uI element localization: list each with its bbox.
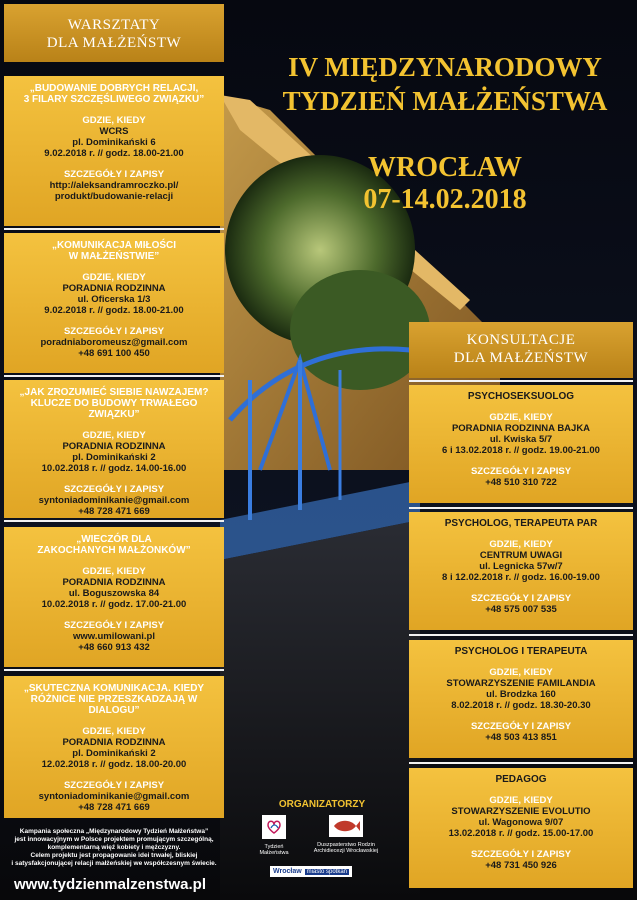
workshop-contact[interactable]: http://aleksandramroczko.pl/ <box>49 180 179 191</box>
workshop-place: WCRS <box>99 126 129 137</box>
consultation-address: ul. Brodzka 160 <box>486 689 556 700</box>
divider <box>409 507 633 509</box>
consultation-address: ul. Legnicka 57w/7 <box>479 561 563 572</box>
workshop-when: 12.02.2018 r. // godz. 18.00-20.00 <box>41 759 187 770</box>
consultations-heading <box>409 322 633 378</box>
workshop-title-line1: „BUDOWANIE DOBRYCH RELACJI, <box>29 83 199 94</box>
workshop-contact[interactable]: syntoniadominikanie@gmail.com <box>38 495 190 506</box>
workshop-contact[interactable]: www.umilowani.pl <box>73 631 155 642</box>
consultation-place: STOWARZYSZENIE FAMILANDIA <box>446 678 596 689</box>
divider <box>4 228 224 230</box>
campaign-line: i satysfakcjonującej relacji małżeńskiej we współczesnym świecie. <box>11 860 217 867</box>
workshop-contact[interactable]: produkt/budowanie-relacji <box>54 191 174 202</box>
consultation-when: 6 i 13.02.2018 r. // godz. 19.00-21.00 <box>442 445 600 456</box>
workshop-address: ul. Oficerska 1/3 <box>77 294 151 305</box>
organizer-tydzien-name: Tydzień Małżeństwa <box>259 844 289 856</box>
event-title-line1: IV MIĘDZYNARODOWY <box>288 52 602 82</box>
organizer-duszpasterstwo-name2: Archidiecezji Wrocławskiej <box>313 848 379 854</box>
workshop-card <box>4 76 224 226</box>
workshop-title-line2: KLUCZE DO BUDOWY TRWAŁEGO ZWIĄZKU” <box>30 398 198 420</box>
workshop-address: ul. Boguszowska 84 <box>68 588 160 599</box>
workshop-title-line1: „KOMUNIKACJA MIŁOŚCI <box>51 240 177 251</box>
website-link[interactable]: www.tydzienmalzenstwa.pl <box>14 876 206 893</box>
where-label: GDZIE, KIEDY <box>489 539 553 550</box>
workshop-address: pl. Dominikański 6 <box>72 137 156 148</box>
workshop-contact[interactable]: +48 691 100 450 <box>78 348 150 359</box>
workshop-card <box>4 527 224 667</box>
workshops-heading <box>4 4 224 62</box>
consultations-heading-line2: DLA MAŁŻEŃSTW <box>453 350 589 366</box>
info-label: SZCZEGÓŁY I ZAPISY <box>63 484 165 495</box>
wroclaw-slogan: miasto spotkań <box>306 868 348 875</box>
consultation-phone[interactable]: +48 503 413 851 <box>485 732 557 743</box>
where-label: GDZIE, KIEDY <box>82 726 146 737</box>
info-label: SZCZEGÓŁY I ZAPISY <box>63 326 165 337</box>
workshop-contact[interactable]: poradniaboromeusz@gmail.com <box>40 337 188 348</box>
info-label: SZCZEGÓŁY I ZAPISY <box>470 593 572 604</box>
workshop-when: 9.02.2018 r. // godz. 18.00-21.00 <box>44 305 184 316</box>
event-dates: 07-14.02.2018 <box>363 184 527 215</box>
workshop-place: PORADNIA RODZINNA <box>62 577 166 588</box>
organizer-wroclaw-logo <box>270 866 352 877</box>
consultation-place: STOWARZYSZENIE EVOLUTIO <box>451 806 591 817</box>
workshop-title-line1: „SKUTECZNA KOMUNIKACJA. KIEDY <box>23 683 205 694</box>
consultation-place: CENTRUM UWAGI <box>479 550 563 561</box>
workshop-title-line1: „WIECZÓR DLA <box>76 534 152 545</box>
consultation-phone[interactable]: +48 731 450 926 <box>485 860 557 871</box>
divider <box>409 762 633 764</box>
workshop-place: PORADNIA RODZINNA <box>62 283 166 294</box>
workshop-title-line2: RÓŻNICE NIE PRZESZKADZAJĄ W DIALOGU” <box>30 694 198 716</box>
info-label: SZCZEGÓŁY I ZAPISY <box>63 780 165 791</box>
workshop-title-line1: „JAK ZROZUMIEĆ SIEBIE NAWZAJEM? <box>19 387 209 398</box>
consultation-type: PEDAGOG <box>495 774 547 785</box>
workshop-title-line2: 3 FILARY SZCZĘŚLIWEGO ZWIĄZKU” <box>23 94 205 105</box>
where-label: GDZIE, KIEDY <box>489 795 553 806</box>
workshop-contact[interactable]: +48 728 471 669 <box>78 506 150 517</box>
workshop-address: pl. Dominikański 2 <box>72 452 156 463</box>
consultation-card <box>409 768 633 888</box>
campaign-line: Kampania społeczna „Międzynarodowy Tydzień Małżeństwa” <box>19 828 209 835</box>
where-label: GDZIE, KIEDY <box>82 430 146 441</box>
consultation-address: ul. Kwiska 5/7 <box>489 434 553 445</box>
event-city: WROCŁAW <box>367 152 522 183</box>
consultation-card <box>409 640 633 758</box>
workshop-title-line2: W MAŁŻEŃSTWIE” <box>68 251 160 262</box>
workshop-when: 9.02.2018 r. // godz. 18.00-21.00 <box>44 148 184 159</box>
campaign-note <box>4 828 224 868</box>
info-label: SZCZEGÓŁY I ZAPISY <box>63 620 165 631</box>
consultation-when: 13.02.2018 r. // godz. 15.00-17.00 <box>448 828 594 839</box>
heart-logo-icon <box>262 815 286 839</box>
consultation-phone[interactable]: +48 575 007 535 <box>485 604 557 615</box>
workshop-when: 10.02.2018 r. // godz. 17.00-21.00 <box>41 599 187 610</box>
where-label: GDZIE, KIEDY <box>82 115 146 126</box>
consultation-place: PORADNIA RODZINNA BAJKA <box>451 423 591 434</box>
workshop-card <box>4 233 224 373</box>
consultation-when: 8.02.2018 r. // godz. 18.30-20.30 <box>451 700 591 711</box>
consultation-phone[interactable]: +48 510 310 722 <box>485 477 557 488</box>
campaign-line: jest innowacyjnym w Polsce projektem promującym szczególną, <box>14 836 214 843</box>
organizer-tydzien-logo <box>256 815 292 856</box>
consultation-type: PSYCHOLOG, TERAPEUTA PAR <box>444 518 598 529</box>
wroclaw-word: Wrocław <box>273 868 302 875</box>
campaign-line: Celem projektu jest propagowanie idei trwałej, bliskiej <box>30 852 198 859</box>
workshop-address: pl. Dominikański 2 <box>72 748 156 759</box>
consultation-type: PSYCHOSEKSUOLOG <box>467 391 575 402</box>
where-label: GDZIE, KIEDY <box>82 272 146 283</box>
consultation-type: PSYCHOLOG I TERAPEUTA <box>454 646 588 657</box>
divider <box>409 380 633 382</box>
divider <box>409 634 633 636</box>
campaign-line: komplementarną więź kobiety i mężczyzny. <box>47 844 181 851</box>
workshop-contact[interactable]: syntoniadominikanie@gmail.com <box>38 791 190 802</box>
info-label: SZCZEGÓŁY I ZAPISY <box>470 849 572 860</box>
organizer-duszpasterstwo-logo <box>305 815 387 854</box>
divider <box>4 520 224 522</box>
divider <box>4 375 224 377</box>
workshop-contact[interactable]: +48 660 913 432 <box>78 642 150 653</box>
organizers-label: ORGANIZATORZY <box>278 799 366 810</box>
where-label: GDZIE, KIEDY <box>82 566 146 577</box>
info-label: SZCZEGÓŁY I ZAPISY <box>470 721 572 732</box>
consultation-card <box>409 512 633 630</box>
workshop-card <box>4 676 224 818</box>
divider <box>4 669 224 671</box>
consultation-address: ul. Wagonowa 9/07 <box>478 817 564 828</box>
workshop-place: PORADNIA RODZINNA <box>62 737 166 748</box>
consultation-card <box>409 385 633 503</box>
where-label: GDZIE, KIEDY <box>489 412 553 423</box>
organizer-duszpasterstwo-name1: Duszpasterstwo Rodzin <box>317 842 375 848</box>
workshops-heading-line1: WARSZTATY <box>67 17 161 33</box>
consultations-heading-line1: KONSULTACJE <box>466 332 576 348</box>
info-label: SZCZEGÓŁY I ZAPISY <box>470 466 572 477</box>
fish-logo-icon <box>329 815 363 837</box>
info-label: SZCZEGÓŁY I ZAPISY <box>63 169 165 180</box>
workshop-when: 10.02.2018 r. // godz. 14.00-16.00 <box>41 463 187 474</box>
workshop-contact[interactable]: +48 728 471 669 <box>78 802 150 813</box>
workshops-heading-line2: DLA MAŁŻEŃSTW <box>46 35 182 51</box>
consultation-when: 8 i 12.02.2018 r. // godz. 16.00-19.00 <box>442 572 600 583</box>
workshop-title-line2: ZAKOCHANYCH MAŁŻONKÓW” <box>37 545 191 556</box>
workshop-place: PORADNIA RODZINNA <box>62 441 166 452</box>
workshop-card <box>4 380 224 518</box>
event-title-line2: TYDZIEŃ MAŁŻEŃSTWA <box>282 86 608 116</box>
where-label: GDZIE, KIEDY <box>489 667 553 678</box>
